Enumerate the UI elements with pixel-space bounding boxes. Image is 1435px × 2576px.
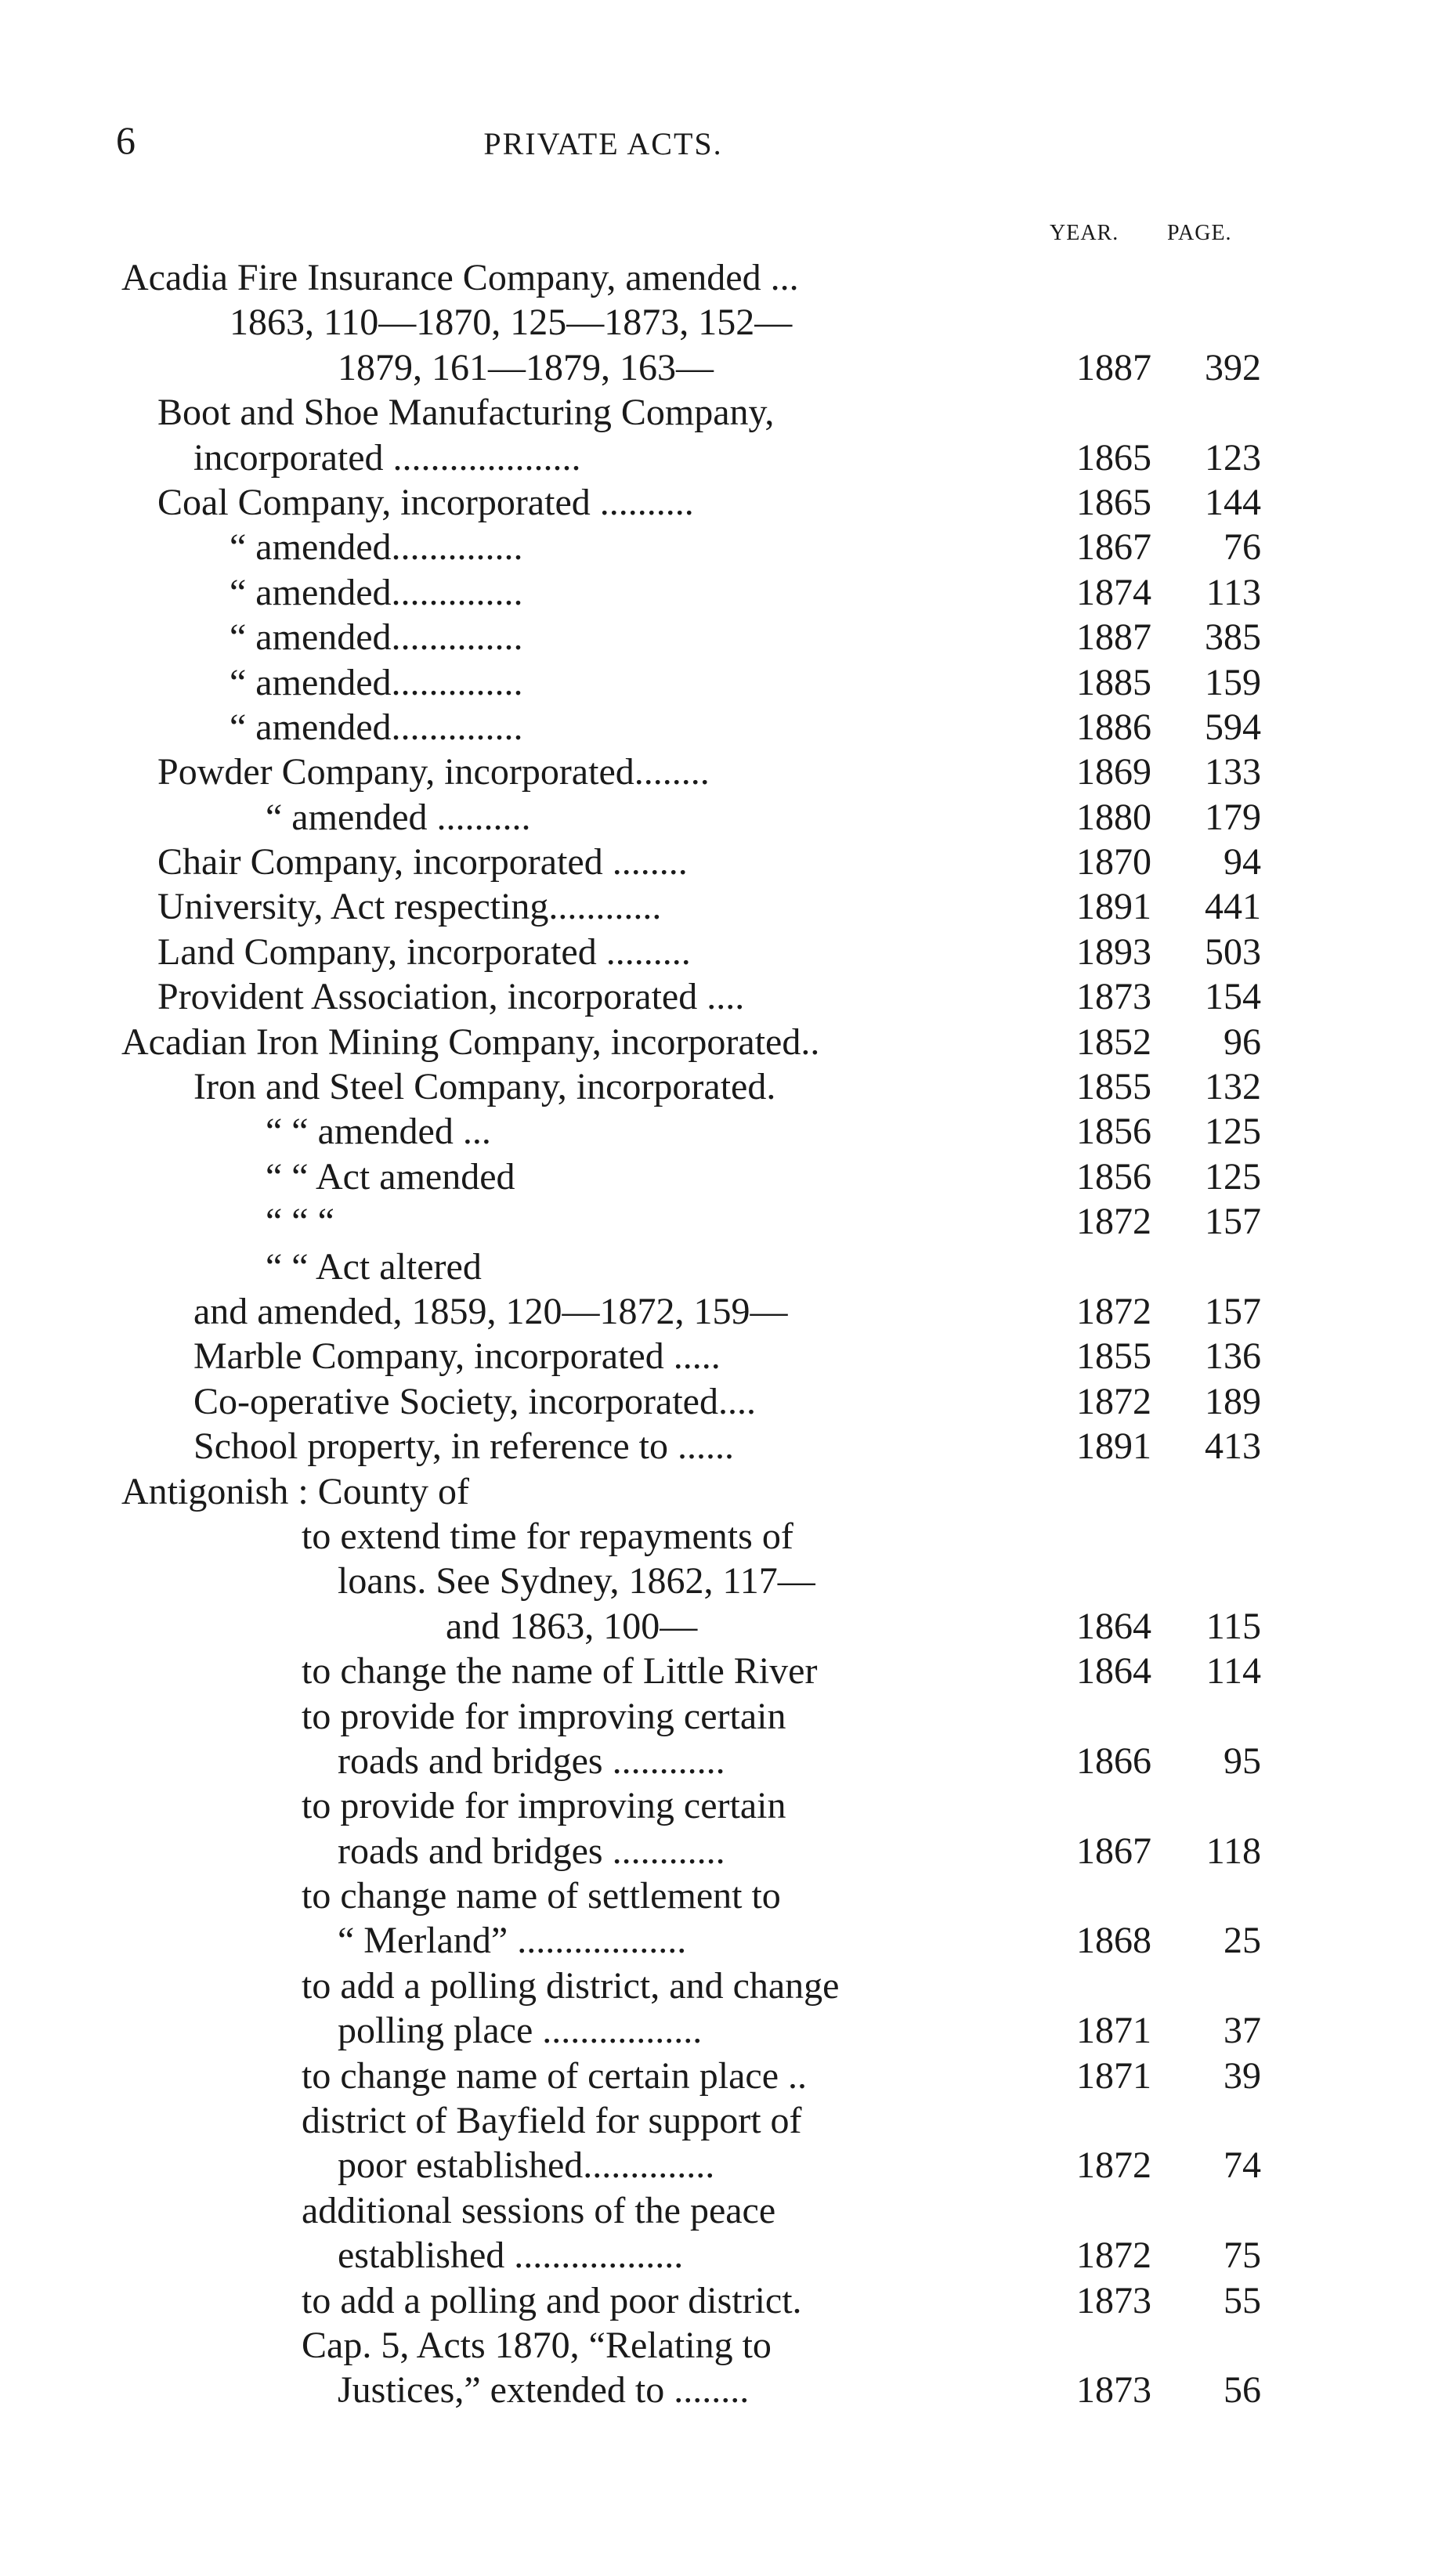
- index-row: [0, 2233, 1435, 2278]
- index-row: [0, 2098, 1435, 2143]
- entry-year: 1891: [1076, 1425, 1151, 1468]
- entry-text: established ..................: [338, 2235, 684, 2277]
- entry-text: incorporated ....................: [193, 436, 581, 479]
- index-row: [0, 840, 1435, 884]
- entry-page: 39: [1224, 2054, 1261, 2097]
- entry-year: 1885: [1076, 661, 1151, 703]
- index-row: [0, 1334, 1435, 1378]
- entry-year: 1868: [1076, 1920, 1151, 1962]
- index-row: [0, 930, 1435, 974]
- entry-year: 1873: [1076, 976, 1151, 1018]
- entry-text: “ amended..............: [230, 661, 523, 703]
- index-row: [0, 974, 1435, 1019]
- entry-year: 1887: [1076, 616, 1151, 659]
- entry-text: to provide for improving certain: [302, 1695, 786, 1737]
- entry-year: 1880: [1076, 796, 1151, 838]
- index-row: [0, 480, 1435, 525]
- entry-year: 1872: [1076, 1201, 1151, 1243]
- entry-text: Acadian Iron Mining Company, incorporated..: [121, 1021, 820, 1063]
- entry-text: Chair Company, incorporated ........: [157, 841, 688, 883]
- entry-year: 1886: [1076, 706, 1151, 748]
- entry-page: 76: [1224, 526, 1261, 569]
- index-row: [0, 615, 1435, 659]
- index-row: [0, 2188, 1435, 2233]
- entry-page: 133: [1205, 751, 1261, 793]
- entry-text: “ “ “: [266, 1201, 334, 1243]
- entry-text: Land Company, incorporated .........: [157, 930, 691, 973]
- entry-text: Antigonish : County of: [121, 1470, 470, 1512]
- entry-year: 1872: [1076, 1380, 1151, 1422]
- entry-year: 1865: [1076, 481, 1151, 523]
- entry-page: 74: [1224, 2144, 1261, 2187]
- entry-text: 1879, 161—1879, 163—: [338, 346, 714, 388]
- entry-year: 1893: [1076, 930, 1151, 973]
- index-row: [0, 2278, 1435, 2323]
- entry-page: 75: [1224, 2235, 1261, 2277]
- entry-text: “ Merland” ..................: [338, 1920, 687, 1962]
- entry-text: “ “ amended ...: [266, 1111, 491, 1153]
- entry-text: roads and bridges ............: [338, 1740, 725, 1782]
- entry-text: Powder Company, incorporated........: [157, 751, 710, 793]
- entry-year: 1869: [1076, 751, 1151, 793]
- entry-year: 1887: [1076, 346, 1151, 388]
- index-row: [0, 1649, 1435, 1693]
- entry-page: 125: [1205, 1111, 1261, 1153]
- index-row: [0, 1694, 1435, 1739]
- entry-page: 157: [1205, 1201, 1261, 1243]
- entry-page: 132: [1205, 1066, 1261, 1108]
- entry-page: 594: [1205, 706, 1261, 748]
- entry-text: “ “ Act amended: [266, 1155, 515, 1198]
- entry-year: 1865: [1076, 436, 1151, 479]
- entry-text: Marble Company, incorporated .....: [193, 1335, 721, 1378]
- entry-page: 56: [1224, 2369, 1261, 2412]
- entry-year: 1873: [1076, 2279, 1151, 2321]
- entry-page: 123: [1205, 436, 1261, 479]
- entry-text: “ amended..............: [230, 571, 523, 613]
- index-row: [0, 750, 1435, 794]
- entry-text: 1863, 110—1870, 125—1873, 152—: [230, 302, 793, 344]
- index-row: [0, 1918, 1435, 1963]
- index-row: [0, 1559, 1435, 1603]
- entry-page: 189: [1205, 1380, 1261, 1422]
- entry-text: to change name of settlement to: [302, 1875, 781, 1917]
- entry-text: to change the name of Little River: [302, 1650, 818, 1693]
- entry-year: 1855: [1076, 1066, 1151, 1108]
- entry-text: Cap. 5, Acts 1870, “Relating to: [302, 2324, 772, 2366]
- entry-page: 125: [1205, 1155, 1261, 1198]
- index-entries: [0, 255, 1435, 2413]
- entry-page: 115: [1205, 1605, 1261, 1647]
- entry-text: to change name of certain place ..: [302, 2054, 807, 2097]
- index-row: [0, 2008, 1435, 2053]
- entry-text: School property, in reference to ......: [193, 1425, 734, 1468]
- index-row: [0, 570, 1435, 615]
- entry-page: 95: [1224, 1740, 1261, 1782]
- entry-year: 1871: [1076, 2010, 1151, 2052]
- entry-page: 159: [1205, 661, 1261, 703]
- entry-year: 1867: [1076, 526, 1151, 569]
- entry-text: loans. See Sydney, 1862, 117—: [338, 1560, 815, 1602]
- entry-year: 1870: [1076, 841, 1151, 883]
- entry-text: “ “ Act altered: [266, 1245, 482, 1288]
- index-row: [0, 1964, 1435, 2008]
- entry-year: 1866: [1076, 1740, 1151, 1782]
- entry-page: 114: [1205, 1650, 1261, 1693]
- entry-text: Provident Association, incorporated ....: [157, 976, 745, 1018]
- index-row: [0, 795, 1435, 840]
- index-row: [0, 1289, 1435, 1334]
- entry-year: 1871: [1076, 2054, 1151, 2097]
- entry-page: 441: [1205, 886, 1261, 928]
- entry-text: “ amended ..........: [266, 796, 531, 838]
- entry-text: to add a polling and poor district.: [302, 2279, 802, 2321]
- entry-text: Coal Company, incorporated ..........: [157, 481, 694, 523]
- entry-text: additional sessions of the peace: [302, 2189, 776, 2231]
- entry-page: 392: [1205, 346, 1261, 388]
- entry-text: and amended, 1859, 120—1872, 159—: [193, 1290, 788, 1332]
- index-row: [0, 1245, 1435, 1289]
- index-row: [0, 1424, 1435, 1469]
- entry-year: 1872: [1076, 1290, 1151, 1332]
- index-row: [0, 705, 1435, 750]
- entry-page: 413: [1205, 1425, 1261, 1468]
- column-head-year: YEAR.: [1050, 221, 1119, 245]
- entry-page: 118: [1205, 1830, 1261, 1872]
- index-row: [0, 1154, 1435, 1199]
- entry-year: 1852: [1076, 1021, 1151, 1063]
- entry-page: 136: [1205, 1335, 1261, 1378]
- entry-year: 1872: [1076, 2144, 1151, 2187]
- index-row: [0, 1379, 1435, 1424]
- entry-text: “ amended..............: [230, 616, 523, 659]
- entry-page: 37: [1224, 2010, 1261, 2052]
- entry-page: 154: [1205, 976, 1261, 1018]
- column-head-page: PAGE.: [1167, 221, 1232, 245]
- entry-text: Iron and Steel Company, incorporated.: [193, 1066, 776, 1108]
- index-row: [0, 2368, 1435, 2412]
- entry-text: “ amended..............: [230, 526, 523, 569]
- index-row: [0, 1873, 1435, 1918]
- entry-text: University, Act respecting............: [157, 886, 662, 928]
- entry-year: 1856: [1076, 1111, 1151, 1153]
- index-row: [0, 1199, 1435, 1244]
- entry-year: 1873: [1076, 2369, 1151, 2412]
- entry-year: 1856: [1076, 1155, 1151, 1198]
- entry-page: 179: [1205, 796, 1261, 838]
- entry-page: 385: [1205, 616, 1261, 659]
- entry-year: 1872: [1076, 2235, 1151, 2277]
- entry-text: Boot and Shoe Manufacturing Company,: [157, 392, 775, 434]
- index-row: [0, 1020, 1435, 1064]
- index-row: [0, 255, 1435, 300]
- page-number: 6: [116, 118, 136, 162]
- entry-text: to add a polling district, and change: [302, 1964, 840, 2007]
- index-row: [0, 525, 1435, 569]
- entry-year: 1874: [1076, 571, 1151, 613]
- entry-year: 1864: [1076, 1650, 1151, 1693]
- entry-page: 25: [1224, 1920, 1261, 1962]
- index-row: [0, 1514, 1435, 1559]
- index-row: [0, 2054, 1435, 2098]
- index-row: [0, 2143, 1435, 2188]
- index-row: [0, 435, 1435, 480]
- index-row: [0, 1739, 1435, 1783]
- entry-text: Acadia Fire Insurance Company, amended ...: [121, 257, 799, 298]
- entry-text: and 1863, 100—: [446, 1605, 698, 1647]
- index-row: [0, 1783, 1435, 1828]
- index-row: [0, 300, 1435, 345]
- entry-text: roads and bridges ............: [338, 1830, 725, 1872]
- entry-year: 1867: [1076, 1830, 1151, 1872]
- entry-year: 1891: [1076, 886, 1151, 928]
- index-row: [0, 1469, 1435, 1514]
- entry-year: 1864: [1076, 1605, 1151, 1647]
- index-row: [0, 2323, 1435, 2368]
- entry-text: polling place .................: [338, 2010, 703, 2052]
- entry-text: Justices,” extended to ........: [338, 2369, 750, 2412]
- entry-page: 55: [1224, 2279, 1261, 2321]
- entry-text: Co-operative Society, incorporated....: [193, 1380, 756, 1422]
- entry-year: 1855: [1076, 1335, 1151, 1378]
- index-row: [0, 1064, 1435, 1109]
- entry-text: to extend time for repayments of: [302, 1515, 793, 1557]
- index-row: [0, 1604, 1435, 1649]
- index-row: [0, 884, 1435, 929]
- index-row: [0, 390, 1435, 435]
- entry-page: 157: [1205, 1290, 1261, 1332]
- entry-page: 144: [1205, 481, 1261, 523]
- entry-page: 94: [1224, 841, 1261, 883]
- entry-page: 113: [1205, 571, 1261, 613]
- entry-page: 96: [1224, 1021, 1261, 1063]
- entry-page: 503: [1205, 930, 1261, 973]
- index-row: [0, 660, 1435, 705]
- entry-text: “ amended..............: [230, 706, 523, 748]
- entry-text: district of Bayfield for support of: [302, 2100, 802, 2142]
- running-head: PRIVATE ACTS.: [483, 126, 723, 161]
- entry-text: poor established..............: [338, 2144, 715, 2187]
- index-row: [0, 345, 1435, 390]
- index-row: [0, 1109, 1435, 1154]
- index-row: [0, 1829, 1435, 1873]
- entry-text: to provide for improving certain: [302, 1785, 786, 1827]
